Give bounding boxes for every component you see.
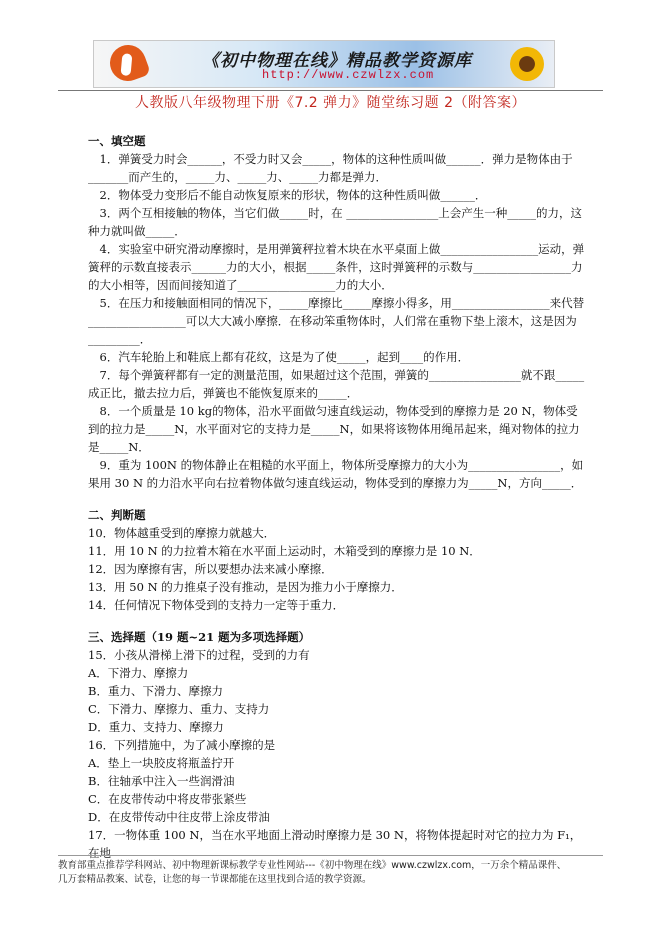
question-1: 1．弹簧受力时会______，不受力时又会_____，物体的这种性质叫做______．弹力是物体由于_______而产生的，_____力、_____力、_____力都是弹力． [88,152,573,184]
question-8: 8．一个质量是 10 kg的物体，沿水平面做匀速直线运动，物体受到的摩擦力是 20 N，物体受到的拉力是_____N，水平面对它的支持力是_____N，如果将该物体用绳吊起来，绳对物体的拉力是_____N． [88,404,580,454]
document-body [88,132,588,862]
question-2: 2．物体受力变形后不能自动恢复原来的形状，物体的这种性质叫做______． [99,188,487,202]
question-7: 7．每个弹簧秤都有一定的测量范围，如果超过这个范围，弹簧的________________就不跟_____成正比，撤去拉力后，弹簧也不能恢复原来的_____． [88,368,585,400]
question-4: 4．实验室中研究滑动摩擦时，是用弹簧秤拉着木块在水平桌面上做_________________运动，弹簧秤的示数直接表示______力的大小，根据_____条件，这时弹簧秤的示数与_________________力的大小相等，因而间接知道了_________________力的大小． [88,242,585,292]
footer-line-1: 教育部重点推荐学科网站、初中物理新课标教学专业性网站---《初中物理在线》www.czwlzx.com，一万余个精品课件、 [58,860,567,871]
question-15-option-b: B．重力、下滑力、摩擦力 [88,684,223,698]
question-6: 6．汽车轮胎上和鞋底上都有花纹，这是为了使_____，起到____的作用． [99,350,470,364]
section-gap [88,492,588,506]
question-16-option-a: A．垫上一块胶皮将瓶盖拧开 [88,756,235,770]
question-11: 11．用 10 N 的力拉着木箱在水平面上运动时，木箱受到的摩擦力是 10 N． [88,544,481,558]
question-15-option-a: A．下滑力、摩擦力 [88,666,189,680]
question-15-option-c: C．下滑力、摩擦力、重力、支持力 [88,702,270,716]
question-16-option-d: D．在皮带传动中往皮带上涂皮带油 [88,810,270,824]
page-footer [58,859,603,887]
site-logo-icon [105,40,151,86]
question-15-option-d: D．重力、支持力、摩擦力 [88,720,224,734]
question-14: 14．任何情况下物体受到的支持力一定等于重力． [88,598,345,612]
site-title: 《初中物理在线》精品教学资源库 [202,51,472,71]
question-15: 15．小孩从滑梯上滑下的过程，受到的力有 [88,648,310,662]
section-title-true-false: 二、判断题 [88,508,146,522]
section-gap [88,614,588,628]
footer-line-2: 几万套精品教案、试卷，让您的每一节课都能在这里找到合适的教学资源。 [58,874,372,885]
question-13: 13．用 50 N 的力推桌子没有推动，是因为推力小于摩擦力． [88,580,403,594]
document-title: 人教版八年级物理下册《7.2 弹力》随堂练习题 2（附答案） [134,95,527,111]
site-banner [93,40,555,88]
section-title-fill-in: 一、填空题 [88,134,146,148]
site-url: http://www.czwlzx.com [262,68,435,82]
question-12: 12．因为摩擦有害，所以要想办法来减小摩擦． [88,562,333,576]
question-5: 5．在压力和接触面相同的情况下，_____摩擦比_____摩擦小得多，用_________________来代替_________________可以大大减小摩擦．在移动笨重物体时，人们常在重物下垫上滚木，这是因为_________． [88,296,585,346]
header-divider [58,90,603,91]
question-16-option-c: C．在皮带传动中将皮带张紧些 [88,792,247,806]
question-9: 9．重为 100N 的物体静止在粗糙的水平面上，物体所受摩擦力的大小为________________，如果用 30 N 的力沿水平向右拉着物体做匀速直线运动，物体受到的摩擦力为_____N，方向_____． [88,458,584,490]
question-17: 17．一物体重 100 N，当在水平地面上滑动时摩擦力是 30 N，将物体提起时对它的拉力为 F₁，在地 [88,828,582,860]
sunflower-icon [510,47,544,81]
question-3: 3．两个互相接触的物体，当它们做_____时，在 ________________上会产生一种_____的力，这种力就叫做_____． [88,206,582,238]
question-10: 10．物体越重受到的摩擦力就越大． [88,526,276,540]
question-16: 16．下列措施中，为了减小摩擦的是 [88,738,276,752]
section-title-multiple-choice: 三、选择题（19 题~21 题为多项选择题） [88,630,311,644]
question-16-option-b: B．往轴承中注入一些润滑油 [88,774,235,788]
footer-divider [58,855,603,856]
